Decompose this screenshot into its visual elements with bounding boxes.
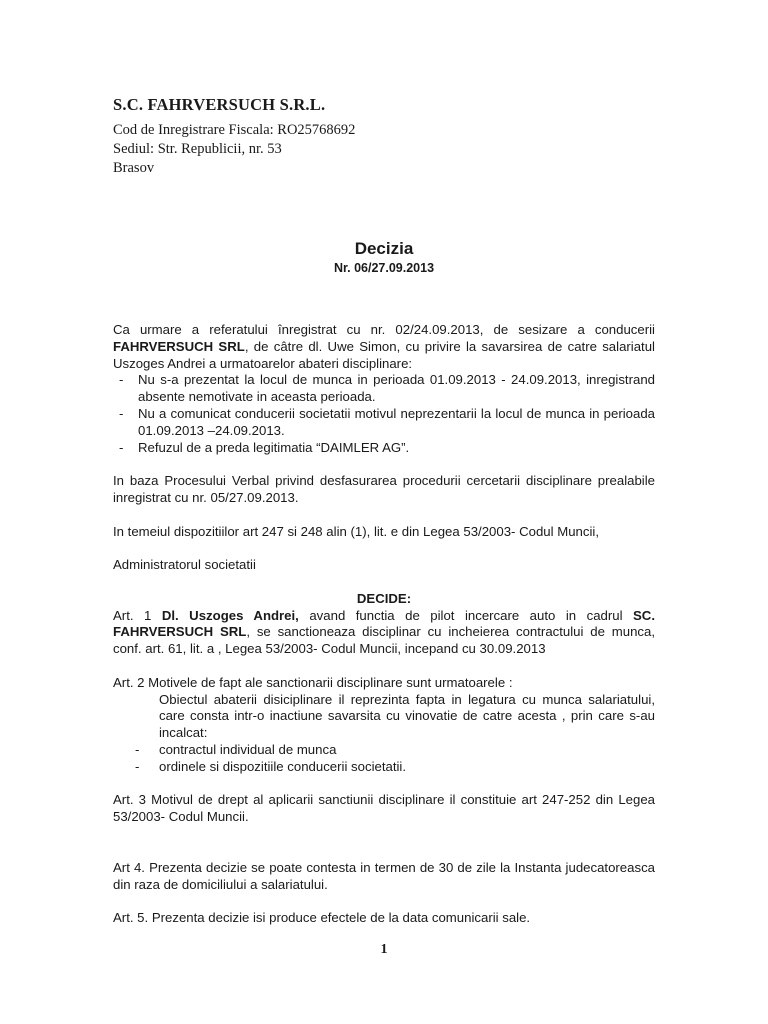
intro-text-1: Ca urmare a referatului înregistrat cu nr. 02/24.09.2013, de sesizare a conducerii <box>113 322 655 337</box>
company-address: Sediul: Str. Republicii, nr. 53 <box>113 141 282 157</box>
document-body <box>113 322 655 927</box>
violation-item: - Nu s-a prezentat la locul de munca in perioada 01.09.2013 - 24.09.2013, inregistrand absente nemotivate in aceasta perioada. <box>113 372 655 406</box>
article-5: Art. 5. Prezenta decizie isi produce efectele de la data comunicarii sale. <box>113 910 531 926</box>
fiscal-code: Cod de Inregistrare Fiscala: RO25768692 <box>113 122 356 138</box>
article-4: Art 4. Prezenta decizie se poate contesta in termen de 30 de zile la Instanta judecatoreasca din raza de domiciliului a salariatului. <box>113 859 655 892</box>
violation-item: - Nu a comunicat conducerii societatii motivul neprezentarii la locul de munca in perioada 01.09.2013 –24.09.2013. <box>113 406 655 440</box>
company-city: Brasov <box>113 160 155 176</box>
article-3: Art. 3 Motivul de drept al aplicarii sanctiunii disciplinare il constituie art 247-252 din Legea 53/2003- Codul Muncii. <box>113 792 655 825</box>
art1-company: SC. FAHRVERSUCH SRL <box>113 607 655 640</box>
article-2-item: - ordinele si dispozitiile conducerii societatii. <box>113 759 655 776</box>
article-2-heading: Art. 2 Motivele de fapt ale sanctionarii disciplinare sunt urmatoarele : <box>113 674 513 690</box>
art1-mid: avand functia de pilot incercare auto in cadrul <box>298 607 634 623</box>
company-name: S.C. FAHRVERSUCH S.R.L. <box>113 95 326 114</box>
basis-paragraph: In baza Procesului Verbal privind desfasurarea procedurii cercetarii disciplinare prealabile inregistrat cu nr. 05/27.09.2013. <box>113 473 655 505</box>
intro-text-2: , de câtre dl. Uwe Simon, cu privire la savarsirea de catre salariatul Uszoges Andrei a urmatoarelor abateri disciplinare: <box>113 338 655 371</box>
intro-company: FAHRVERSUCH SRL <box>113 338 245 354</box>
document-title: Decizia <box>354 239 414 258</box>
document-number: Nr. 06/27.09.2013 <box>333 261 435 275</box>
spacer <box>113 843 655 860</box>
administrator-line: Administratorul societatii <box>113 557 256 573</box>
article-2-body: Obiectul abaterii disiciplinare il reprezinta fapta in legatura cu munca salariatului, care consta intr-o inactiune savarsita cu vinovatie de catre acesta , prin care s-au incalcat: <box>159 691 655 741</box>
intro-paragraph <box>113 322 655 372</box>
page-number: 1 <box>380 942 388 957</box>
art1-rest: , se sanctioneaza disciplinar cu incheierea contractului de munca, conf. art. 61, lit. a , Legea 53/2003- Codul Muncii, incepand cu 30.09.2013 <box>113 624 655 657</box>
art1-employee-name: Dl. Uszoges Andrei, <box>161 607 299 623</box>
legal-basis: In temeiul dispozitiilor art 247 si 248 alin (1), lit. e din Legea 53/2003- Codul Muncii, <box>113 523 600 539</box>
article-2-item: - contractul individual de munca <box>113 742 655 759</box>
decide-heading: DECIDE: <box>356 590 412 606</box>
title-block <box>0 238 768 276</box>
art1-prefix: Art. 1 <box>113 607 162 623</box>
violation-item: - Refuzul de a preda legitimatia “DAIMLER AG”. <box>113 440 655 457</box>
company-header <box>113 95 355 178</box>
article-1 <box>113 608 655 658</box>
